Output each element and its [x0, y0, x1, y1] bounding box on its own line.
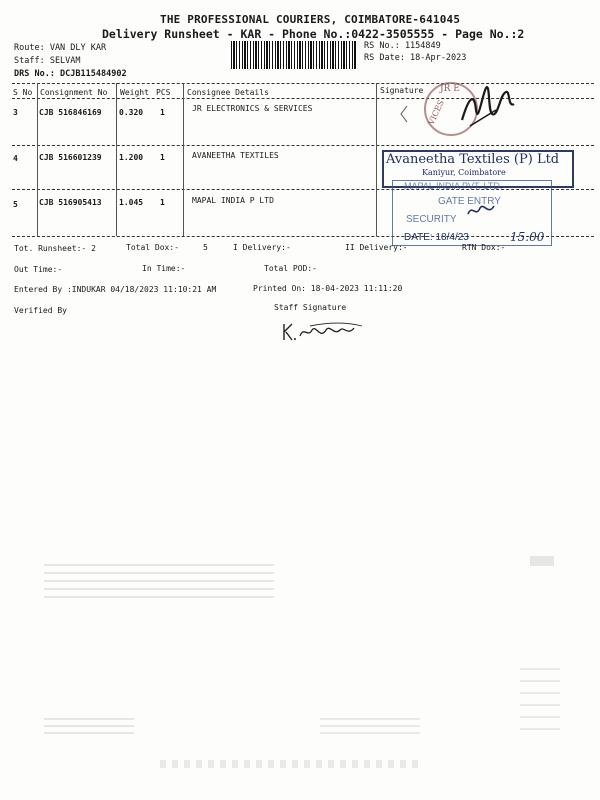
row-consignee: JR ELECTRONICS & SERVICES [192, 104, 313, 113]
bracket-mark [398, 104, 410, 124]
row-weight: 0.320 [119, 108, 144, 117]
col-divider-4 [376, 83, 377, 236]
row-consignee: MAPAL INDIA P LTD [192, 196, 274, 205]
row-consignee: AVANEETHA TEXTILES [192, 151, 279, 160]
entered-by: Entered By :INDUKAR 04/18/2023 11:10:21 AM [14, 285, 217, 294]
row-sno: 5 [13, 200, 18, 209]
col-divider-2 [116, 83, 117, 236]
company-stamp-subtext: Kaniyur, Coimbatore [422, 168, 506, 177]
row-consignment: CJB 516905413 [39, 198, 102, 207]
round-stamp-top-text: JR E [440, 84, 460, 94]
staff-label: Staff: SELVAM [14, 56, 81, 66]
showthrough-block-4 [320, 714, 420, 734]
barcode [231, 41, 357, 69]
showthrough-block-3 [44, 714, 134, 734]
header-signature: Signature [380, 86, 424, 95]
row-consignment: CJB 516601239 [39, 153, 102, 162]
in-time: In Time:- [142, 264, 186, 273]
row-sno: 3 [13, 108, 18, 117]
rtn-dox: RTN Dox:- [462, 243, 506, 252]
verified-by: Verified By [14, 306, 67, 315]
staff-signature-label: Staff Signature [274, 303, 347, 312]
row-weight: 1.045 [119, 198, 144, 207]
showthrough-block-1 [44, 562, 274, 598]
gate-stamp-date: DATE: 18/4/23 [404, 232, 469, 243]
col-divider-1 [37, 83, 38, 236]
out-time: Out Time:- [14, 265, 63, 274]
i-delivery: I Delivery:- [233, 243, 291, 252]
row-weight: 1.200 [119, 153, 144, 162]
header-pcs: PCS [156, 88, 171, 97]
showthrough-block-5 [160, 760, 420, 768]
rs-date: RS Date: 18-Apr-2023 [364, 53, 467, 63]
gate-stamp-line-3: SECURITY [406, 214, 457, 225]
header-consignment: Consignment No [40, 88, 108, 97]
showthrough-block-2 [530, 556, 554, 566]
row-pcs: 1 [160, 153, 165, 162]
total-runsheet: Tot. Runsheet:- 2 [14, 244, 96, 253]
col-divider-3 [183, 83, 184, 236]
header-sno: S No [13, 88, 33, 97]
rs-number: RS No.: 1154849 [364, 41, 441, 51]
total-dox-label: Total Dox:- [126, 243, 179, 252]
header-consignee: Consignee Details [187, 88, 269, 97]
staff-signature-mark [280, 318, 370, 346]
gate-stamp-line-2: GATE ENTRY [438, 196, 501, 207]
signature-mark-2 [466, 200, 496, 220]
total-dox-value: 5 [203, 243, 208, 252]
total-pod: Total POD:- [264, 264, 317, 273]
handwritten-time: 15.00 [510, 230, 545, 244]
drs-number: DRS No.: DCJB115484902 [14, 69, 127, 79]
row-pcs: 1 [160, 108, 165, 117]
row-consignment: CJB 516846169 [39, 108, 102, 117]
gate-stamp-line-1: MAPAL INDIA PVT. LTD. [404, 181, 503, 191]
row-pcs: 1 [160, 198, 165, 207]
company-title: THE PROFESSIONAL COURIERS, COIMBATORE-641045 [160, 13, 461, 26]
row-rule-1 [12, 145, 594, 146]
route-label: Route: VAN DLY KAR [14, 43, 107, 53]
showthrough-block-6 [520, 660, 560, 730]
signature-mark-1 [456, 80, 520, 136]
runsheet-subtitle: Delivery Runsheet - KAR - Phone No.:0422-3505555 - Page No.:2 [102, 27, 525, 41]
company-stamp-text: Avaneetha Textiles (P) Ltd [386, 152, 560, 167]
round-stamp-side-text: VICES [426, 98, 446, 127]
row-sno: 4 [13, 154, 18, 163]
ii-delivery: II Delivery:- [345, 243, 408, 252]
header-weight: Weight [120, 88, 149, 97]
printed-on: Printed On: 18-04-2023 11:11:20 [253, 284, 403, 293]
